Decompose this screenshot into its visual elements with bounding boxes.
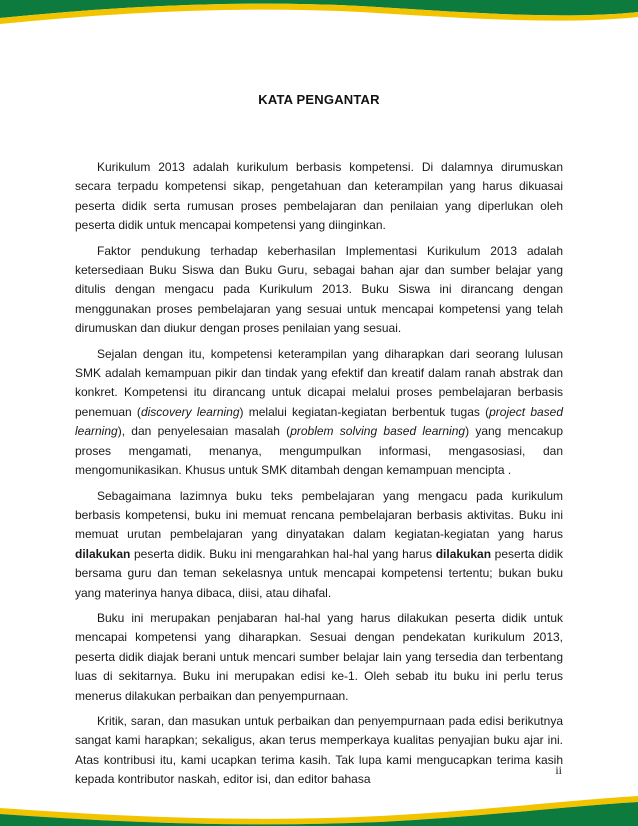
paragraph-text: Kurikulum 2013 adalah kurikulum berbasis kompetensi. Di dalamnya dirumuskan secara terpadu kompetensi sikap, pengetahuan dan keterampilan yang harus dikuasai peserta didik serta rumusan proses pembelajaran dan penilaian yang diperlukan oleh peserta didik untuk mencapai kompetensi yang diinginkan. <box>75 160 563 233</box>
page-number: ii <box>555 763 562 777</box>
paragraph-text: Sejalan dengan itu, kompetensi keterampilan yang diharapkan dari seorang lulusan SMK adalah kemampuan pikir dan tindak yang efektif dan kreatif dalam ranah abstrak dan konkret. Kompetensi itu dirancang untuk dicapai melalui proses pembelajaran berbasis penemuan ( <box>75 346 563 419</box>
paragraph-text: ) yang mencakup proses mengamati, menanya, mengumpulkan informasi, mengasosiasi, dan mengomunikasikan. Khusus untuk SMK ditambah dengan kemampuan mencipta . <box>75 424 563 478</box>
bold-text: dilakukan <box>75 546 131 561</box>
paragraph <box>75 158 563 236</box>
paragraph-text: ), dan penyelesaian masalah ( <box>117 424 291 439</box>
paragraph-text: Buku ini merupakan penjabaran hal-hal yang harus dilakukan peserta didik untuk mencapai kompetensi yang diharapkan. Sesuai dengan pendekatan kurikulum 2013, peserta didik diajak berani untuk mencari sumber belajar lain yang tersedia dan terbentang luas di sekitarnya. Buku ini merupakan edisi ke-1. Oleh sebab itu buku ini perlu terus menerus dilakukan perbaikan dan penyempurnaan. <box>75 610 563 703</box>
page-title: KATA PENGANTAR <box>258 92 380 107</box>
paragraph <box>75 242 563 339</box>
body-text <box>75 158 563 796</box>
bold-text: dilakukan <box>435 546 492 561</box>
italic-term: problem solving based learning <box>290 424 466 439</box>
paragraph <box>75 345 563 481</box>
paragraph <box>75 712 563 790</box>
paragraph <box>75 609 563 706</box>
italic-term: project based learning <box>75 404 564 439</box>
paragraph-text: peserta didik bersama guru dan teman sekelasnya untuk mencapai kompetensi tertentu; bukan buku yang materinya hanya dibaca, diisi, atau dihafal. <box>75 546 563 600</box>
paragraph-text: Sebagaimana lazimnya buku teks pembelajaran yang mengacu pada kurikulum berbasis kompetensi, buku ini memuat rencana pembelajaran berbasis aktivitas. Buku ini memuat urutan pembelajaran yang dinyatakan dalam kegiatan-kegiatan yang harus <box>75 488 563 542</box>
paragraph-text: Faktor pendukung terhadap keberhasilan Implementasi Kurikulum 2013 adalah ketersediaan Buku Siswa dan Buku Guru, sebagai bahan ajar dan sumber belajar yang ditulis dengan mengacu pada Kurikulum 2013. Buku Siswa ini dirancang dengan menggunakan proses pembelajaran yang sesuai untuk mencapai kompetensi yang telah dirumuskan dan diukur dengan proses penilaian yang sesuai. <box>75 243 563 336</box>
italic-term: discovery learning <box>140 404 240 419</box>
paragraph-text: Kritik, saran, dan masukan untuk perbaikan dan penyempurnaan pada edisi berikutnya sangat kami harapkan; sekaligus, akan terus memperkaya kualitas penyajian buku ajar ini. Atas kontribusi itu, kami ucapkan terima kasih. Tak lupa kami mengucapkan terima kasih kepada kontributor naskah, editor isi, dan editor bahasa <box>75 713 563 787</box>
top-wave-decoration <box>0 0 638 40</box>
paragraph <box>75 487 563 603</box>
paragraph-text: ) melalui kegiatan-kegiatan berbentuk tugas ( <box>239 404 490 419</box>
bottom-wave-decoration <box>0 792 638 826</box>
paragraph-text: peserta didik. Buku ini mengarahkan hal-hal yang harus <box>130 546 436 561</box>
